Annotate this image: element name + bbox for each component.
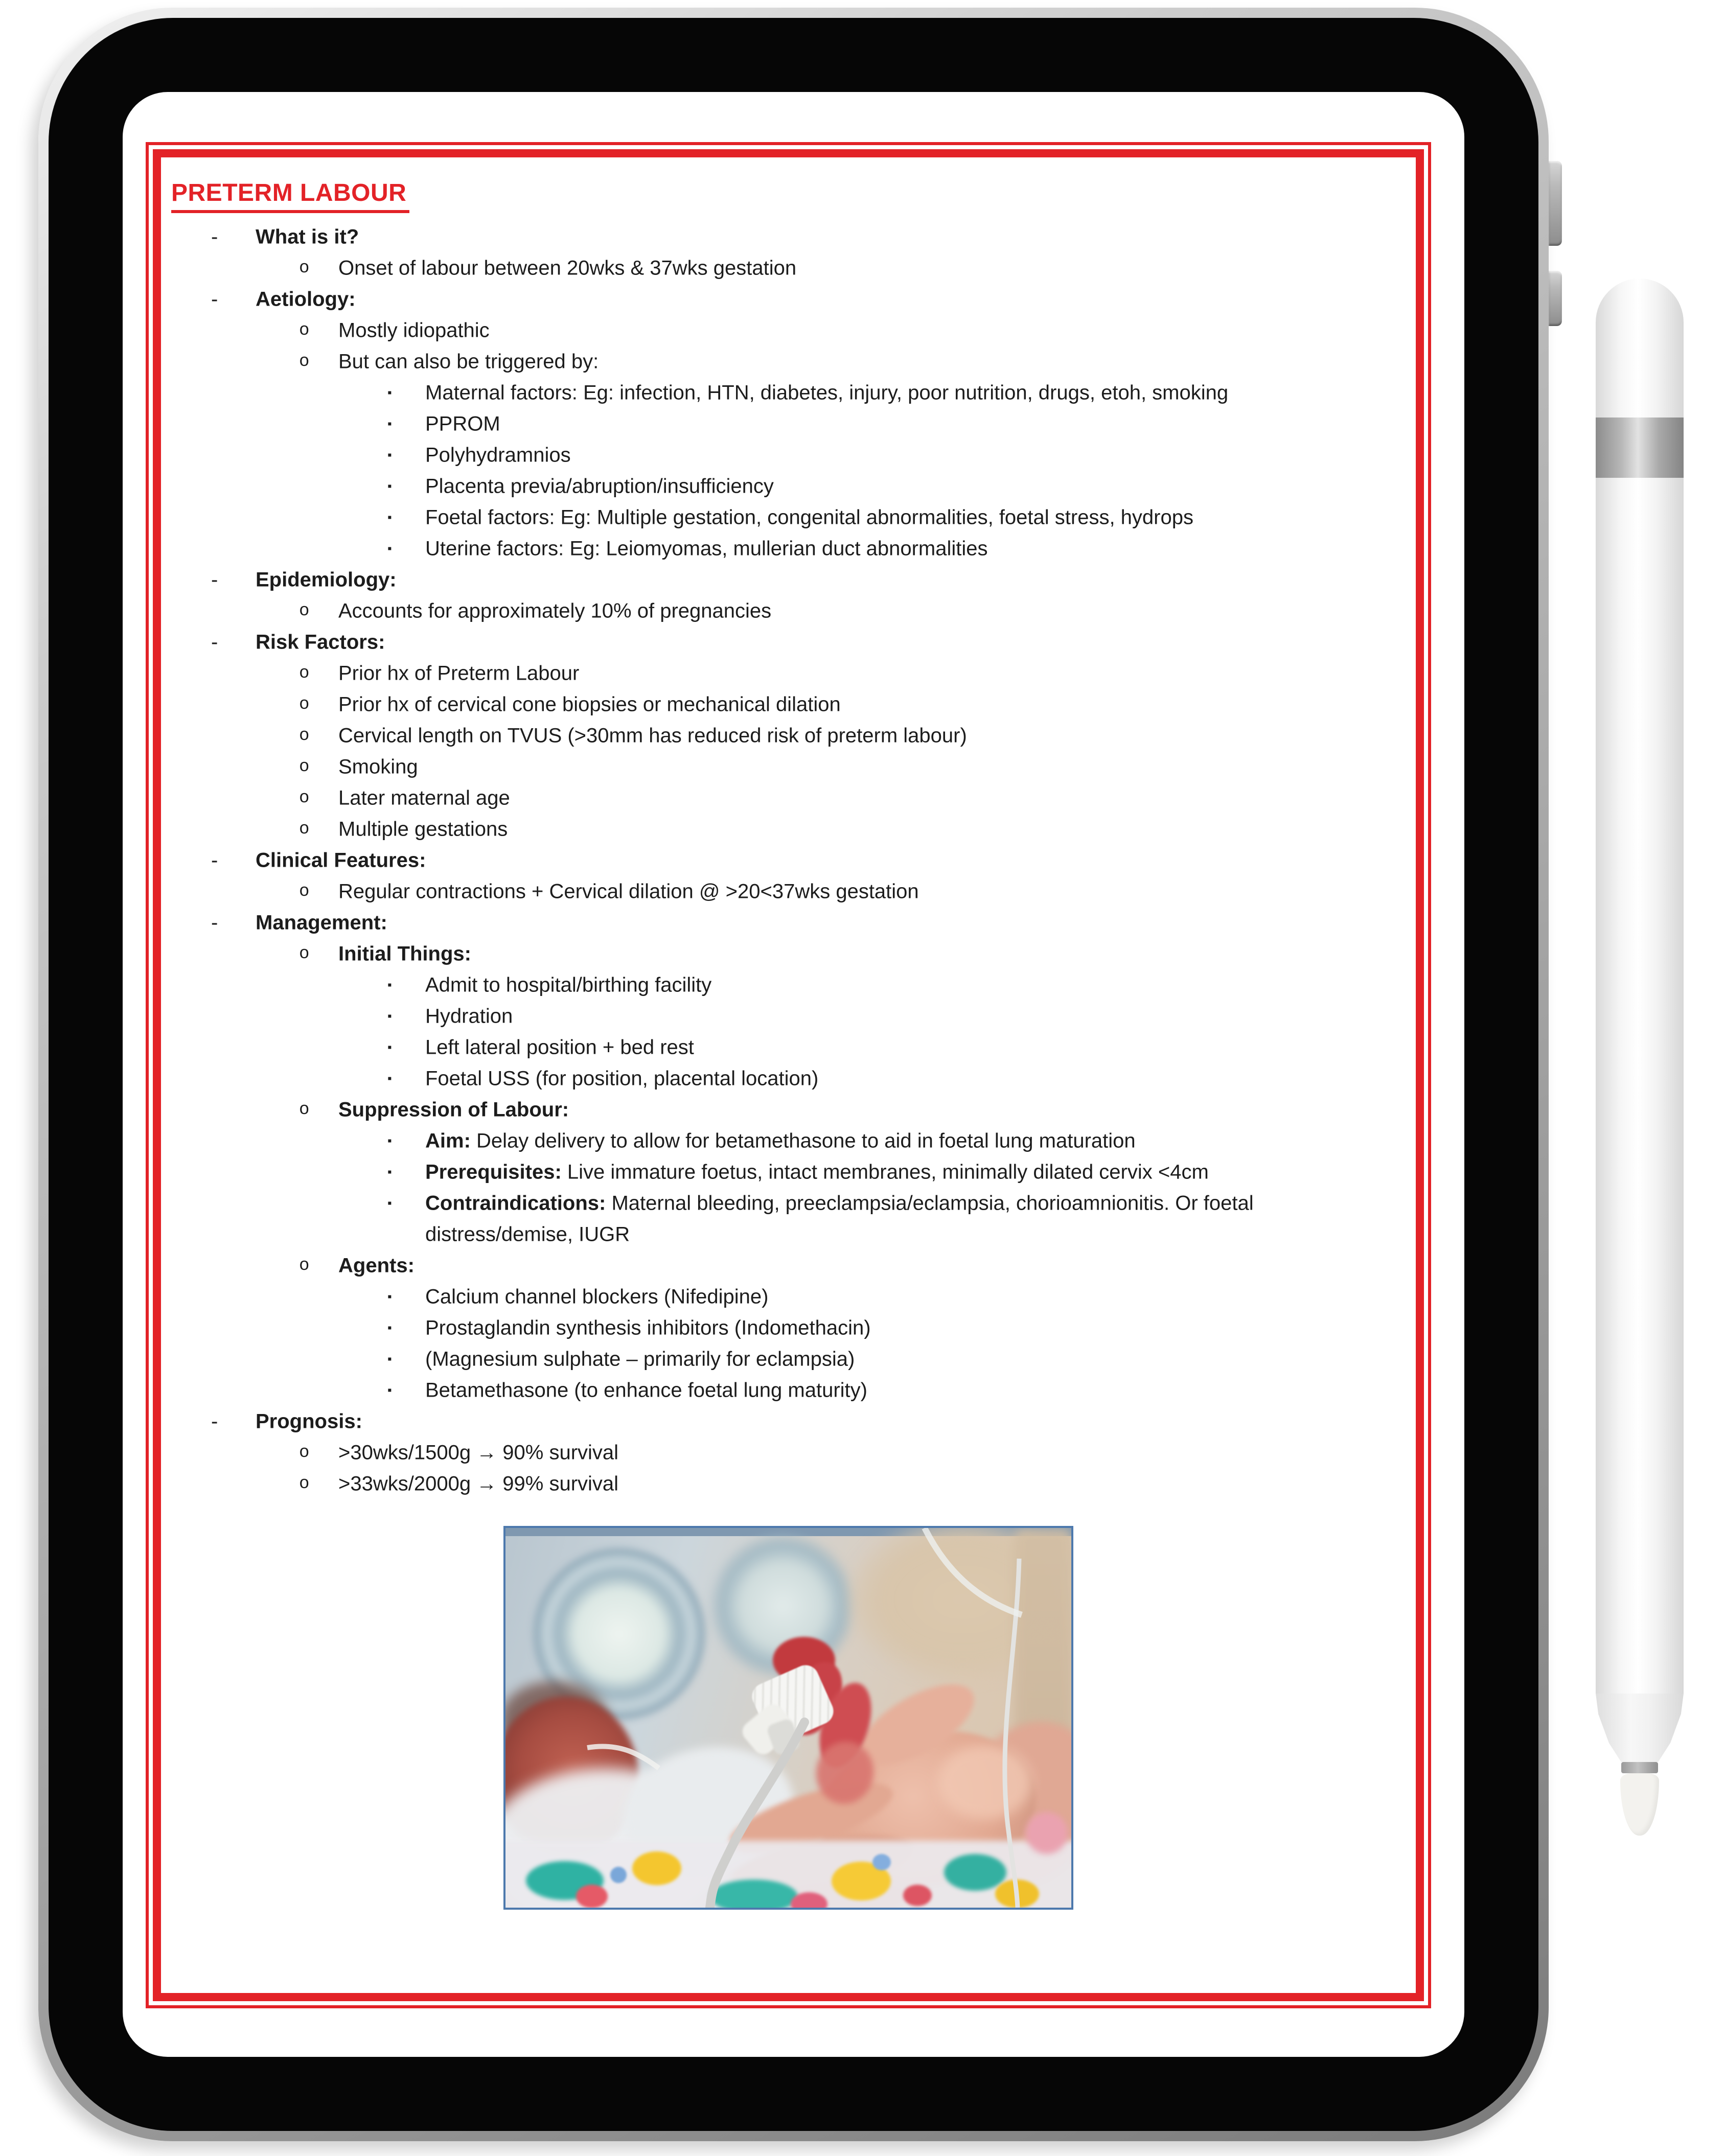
line-text: Calcium channel blockers (Nifedipine) bbox=[425, 1285, 769, 1308]
bullet-level3-square-icon: ▪ bbox=[387, 416, 392, 431]
outline-line bbox=[161, 408, 1416, 439]
outline-line bbox=[161, 1312, 1416, 1343]
outline-line bbox=[161, 658, 1416, 689]
line-text: Prior hx of Preterm Labour bbox=[338, 662, 580, 684]
outline-line bbox=[161, 782, 1416, 814]
line-text: Foetal USS (for position, placental location) bbox=[425, 1067, 819, 1089]
page-title: PRETERM LABOUR bbox=[171, 179, 409, 213]
outline-line bbox=[161, 689, 1416, 720]
outline-line bbox=[161, 1125, 1416, 1156]
bullet-level3-square-icon: ▪ bbox=[387, 1133, 392, 1148]
incubator-photo bbox=[505, 1528, 1071, 1908]
bullet-level2: o bbox=[299, 788, 310, 808]
outline-line bbox=[161, 1250, 1416, 1281]
bullet-level2: o bbox=[299, 1443, 310, 1463]
outline-line bbox=[161, 1156, 1416, 1188]
bullet-level2: o bbox=[299, 601, 310, 621]
bullet-level3-square-icon: ▪ bbox=[387, 1071, 392, 1085]
bullet-level2: o bbox=[299, 352, 310, 372]
line-text: Initial Things: bbox=[338, 942, 471, 965]
bullet-level3-square-icon: ▪ bbox=[387, 1196, 392, 1210]
outline-line bbox=[161, 1375, 1416, 1406]
bullet-level3-square-icon: ▪ bbox=[387, 1165, 392, 1179]
volume-up-button[interactable] bbox=[1549, 161, 1562, 246]
line-text: >33wks/2000g → 99% survival bbox=[338, 1472, 619, 1495]
pencil-ring bbox=[1621, 1762, 1658, 1773]
outline-line bbox=[161, 1281, 1416, 1312]
bullet-level2: o bbox=[299, 944, 310, 964]
outline-line bbox=[161, 284, 1416, 315]
pencil-tip bbox=[1620, 1773, 1659, 1836]
outline-list bbox=[161, 221, 1416, 1499]
bullet-level2: o bbox=[299, 1100, 310, 1120]
bullet-level3-square-icon: ▪ bbox=[387, 479, 392, 493]
line-text: Contraindications: Maternal bleeding, preeclampsia/eclampsia, chorioamnionitis. Or foetal bbox=[425, 1192, 1254, 1214]
line-text: Betamethasone (to enhance foetal lung maturity) bbox=[425, 1379, 867, 1401]
line-text: Risk Factors: bbox=[256, 631, 385, 653]
bullet-level1: - bbox=[211, 1410, 218, 1432]
outline-line bbox=[161, 1032, 1416, 1063]
outline-line bbox=[161, 751, 1416, 782]
apple-pencil bbox=[1596, 279, 1684, 1836]
outline-line bbox=[161, 1343, 1416, 1375]
bullet-level2: o bbox=[299, 663, 310, 683]
outline-line bbox=[161, 1468, 1416, 1499]
bullet-level3-square-icon: ▪ bbox=[387, 1040, 392, 1054]
document-page bbox=[161, 157, 1416, 1993]
line-text: Clinical Features: bbox=[256, 849, 426, 871]
line-text: Polyhydramnios bbox=[425, 444, 571, 466]
bullet-level3-square-icon: ▪ bbox=[387, 978, 392, 992]
line-text: Foetal factors: Eg: Multiple gestation, congenital abnormalities, foetal stress, hydrops bbox=[425, 506, 1193, 528]
line-text: Onset of labour between 20wks & 37wks gestation bbox=[338, 257, 797, 279]
line-text: Regular contractions + Cervical dilation @ >20<37wks gestation bbox=[338, 880, 919, 902]
outline-line bbox=[161, 1219, 1416, 1250]
line-text: Hydration bbox=[425, 1005, 513, 1027]
outline-line bbox=[161, 1406, 1416, 1437]
bullet-level2: o bbox=[299, 1256, 310, 1276]
pencil-taper bbox=[1596, 1694, 1684, 1762]
line-text: What is it? bbox=[256, 225, 359, 248]
page-border-outer bbox=[146, 142, 1431, 2008]
bullet-level2: o bbox=[299, 320, 310, 340]
outline-line bbox=[161, 533, 1416, 564]
line-text: Agents: bbox=[338, 1254, 415, 1277]
outline-line bbox=[161, 627, 1416, 658]
outline-line bbox=[161, 1063, 1416, 1094]
line-text: distress/demise, IUGR bbox=[425, 1223, 630, 1245]
tablet-screen[interactable] bbox=[123, 92, 1464, 2057]
bullet-level1: - bbox=[211, 568, 218, 591]
tablet-frame bbox=[38, 8, 1549, 2141]
bullet-level3-square-icon: ▪ bbox=[387, 1320, 392, 1335]
outline-line bbox=[161, 252, 1416, 284]
line-text: Aim: Delay delivery to allow for betamethasone to aid in foetal lung maturation bbox=[425, 1129, 1136, 1152]
bullet-level2: o bbox=[299, 694, 310, 714]
outline-line bbox=[161, 595, 1416, 627]
line-text: Aetiology: bbox=[256, 288, 356, 310]
line-text: Uterine factors: Eg: Leiomyomas, mullerian duct abnormalities bbox=[425, 537, 988, 560]
line-text: Prostaglandin synthesis inhibitors (Indomethacin) bbox=[425, 1316, 871, 1339]
line-text: PPROM bbox=[425, 412, 500, 435]
bullet-level3-square-icon: ▪ bbox=[387, 385, 392, 400]
outline-line bbox=[161, 439, 1416, 471]
pencil-band bbox=[1596, 418, 1684, 478]
bullet-level3-square-icon: ▪ bbox=[387, 541, 392, 555]
line-text: Left lateral position + bed rest bbox=[425, 1036, 694, 1058]
outline-line bbox=[161, 221, 1416, 252]
bullet-level3-square-icon: ▪ bbox=[387, 1009, 392, 1023]
outline-line bbox=[161, 564, 1416, 595]
bullet-level1: - bbox=[211, 225, 218, 248]
bullet-level2: o bbox=[299, 757, 310, 777]
bullet-level2: o bbox=[299, 882, 310, 901]
line-text: Suppression of Labour: bbox=[338, 1098, 569, 1121]
bullet-level3-square-icon: ▪ bbox=[387, 1352, 392, 1366]
outline-line bbox=[161, 346, 1416, 377]
line-text: Placenta previa/abruption/insufficiency bbox=[425, 475, 774, 497]
line-text: Multiple gestations bbox=[338, 818, 508, 840]
outline-line bbox=[161, 907, 1416, 938]
bullet-level3-square-icon: ▪ bbox=[387, 1289, 392, 1304]
outline-line bbox=[161, 1437, 1416, 1468]
outline-line bbox=[161, 315, 1416, 346]
line-text: Prerequisites: Live immature foetus, intact membranes, minimally dilated cervix <4cm bbox=[425, 1161, 1209, 1183]
bullet-level1: - bbox=[211, 849, 218, 871]
bullet-level3-square-icon: ▪ bbox=[387, 448, 392, 462]
line-text: Maternal factors: Eg: infection, HTN, diabetes, injury, poor nutrition, drugs, etoh, smoking bbox=[425, 381, 1229, 404]
outline-line bbox=[161, 938, 1416, 969]
outline-line bbox=[161, 502, 1416, 533]
photo-frame bbox=[503, 1526, 1073, 1910]
pencil-body bbox=[1596, 279, 1684, 1694]
line-text: Management: bbox=[256, 911, 387, 934]
line-text: Cervical length on TVUS (>30mm has reduced risk of preterm labour) bbox=[338, 724, 967, 747]
bullet-level3-square-icon: ▪ bbox=[387, 1383, 392, 1397]
outline-line bbox=[161, 814, 1416, 845]
page-border-inner bbox=[153, 149, 1424, 2001]
outline-line bbox=[161, 1188, 1416, 1219]
bullet-level2: o bbox=[299, 258, 310, 278]
outline-line bbox=[161, 845, 1416, 876]
outline-line bbox=[161, 969, 1416, 1001]
line-text: Mostly idiopathic bbox=[338, 319, 490, 341]
bullet-level2: o bbox=[299, 1474, 310, 1494]
outline-line bbox=[161, 1094, 1416, 1125]
tablet-bezel bbox=[49, 18, 1538, 2131]
outline-line bbox=[161, 720, 1416, 751]
line-text: Smoking bbox=[338, 755, 418, 778]
outline-line bbox=[161, 471, 1416, 502]
line-text: Epidemiology: bbox=[256, 568, 397, 591]
outline-line bbox=[161, 377, 1416, 408]
line-text: Prognosis: bbox=[256, 1410, 362, 1432]
line-text: Admit to hospital/birthing facility bbox=[425, 973, 712, 996]
bullet-level2: o bbox=[299, 726, 310, 746]
outline-line bbox=[161, 876, 1416, 907]
bullet-level3-square-icon: ▪ bbox=[387, 510, 392, 524]
line-text: But can also be triggered by: bbox=[338, 350, 599, 373]
line-text: (Magnesium sulphate – primarily for eclampsia) bbox=[425, 1348, 855, 1370]
volume-down-button[interactable] bbox=[1549, 271, 1562, 326]
line-text: >30wks/1500g → 90% survival bbox=[338, 1441, 619, 1464]
bullet-level1: - bbox=[211, 288, 218, 310]
photo-cables bbox=[505, 1528, 1071, 1908]
line-text: Prior hx of cervical cone biopsies or mechanical dilation bbox=[338, 693, 841, 715]
bullet-level1: - bbox=[211, 631, 218, 653]
line-text: Later maternal age bbox=[338, 786, 510, 809]
outline-line bbox=[161, 1001, 1416, 1032]
bullet-level2: o bbox=[299, 819, 310, 839]
bullet-level1: - bbox=[211, 911, 218, 934]
line-text: Accounts for approximately 10% of pregnancies bbox=[338, 599, 772, 622]
